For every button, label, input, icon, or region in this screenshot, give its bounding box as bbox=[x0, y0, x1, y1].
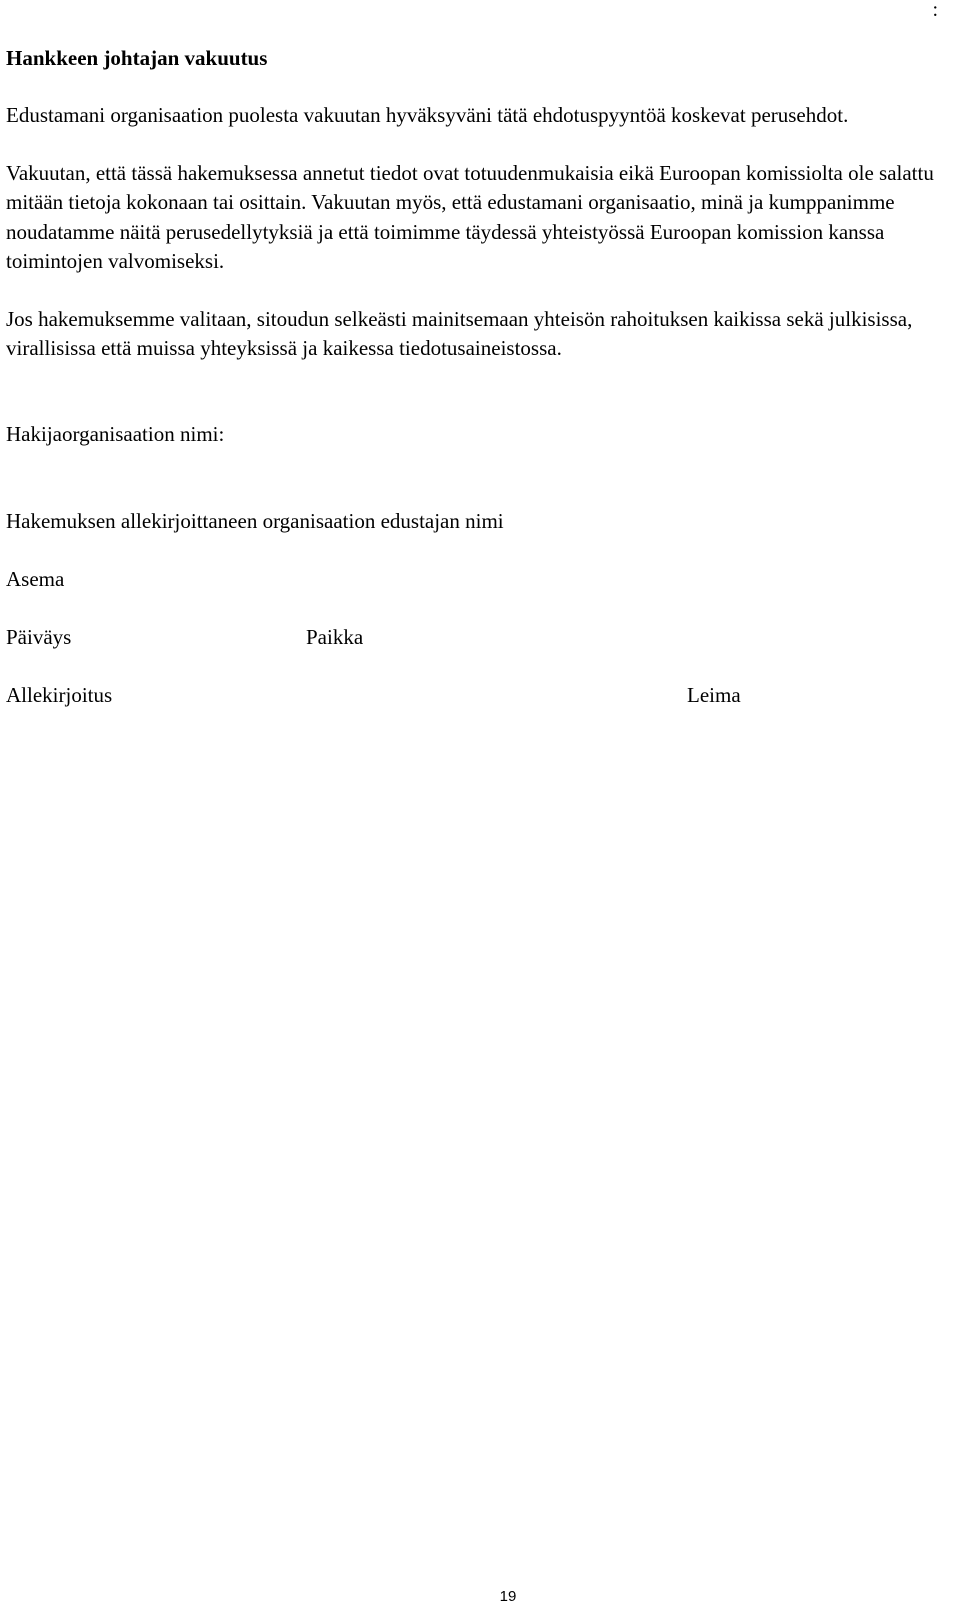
field-representative-name bbox=[6, 507, 936, 536]
field-signature-label: Allekirjoitus bbox=[6, 682, 113, 707]
page-number: 19 bbox=[499, 1588, 517, 1605]
paragraph-truthfulness: Vakuutan, että tässä hakemuksessa annetut tiedot ovat totuudenmukaisia eikä Euroopan komissiolta ole salattu mitään tietoja kokonaan tai osittain. Vakuutan myös, että edustamani organisaatio, minä ja kumppanimme noudatamme näitä perusedellytyksiä ja että toimimme täydessä yhteistyössä Euroopan komission kanssa toimintojen valvomiseksi. bbox=[6, 160, 934, 273]
field-position-label: Asema bbox=[6, 566, 65, 591]
field-stamp-label: Leima bbox=[687, 682, 741, 707]
field-organisation-name bbox=[6, 420, 936, 449]
field-date-place bbox=[6, 623, 936, 652]
field-signature-stamp bbox=[6, 681, 936, 710]
paragraph-acceptance: Edustamani organisaation puolesta vakuutan hyväksyväni tätä ehdotuspyyntöä koskevat perusehdot. bbox=[6, 103, 849, 127]
field-representative-name-label: Hakemuksen allekirjoittaneen organisaation edustajan nimi bbox=[6, 508, 504, 533]
field-position bbox=[6, 565, 936, 594]
declaration-content bbox=[6, 44, 936, 739]
declaration-heading: Hankkeen johtajan vakuutus bbox=[6, 46, 268, 70]
field-date-label: Päiväys bbox=[6, 624, 72, 649]
field-organisation-name-label: Hakijaorganisaation nimi: bbox=[6, 421, 225, 446]
field-place-label: Paikka bbox=[306, 624, 364, 649]
corner-mark: : bbox=[932, 0, 938, 21]
paragraph-funding-mention: Jos hakemuksemme valitaan, sitoudun selkeästi mainitsemaan yhteisön rahoituksen kaikissa sekä julkisissa, virallisissa että muissa yhteyksissä ja kaikessa tiedotusaineistossa. bbox=[6, 306, 913, 360]
